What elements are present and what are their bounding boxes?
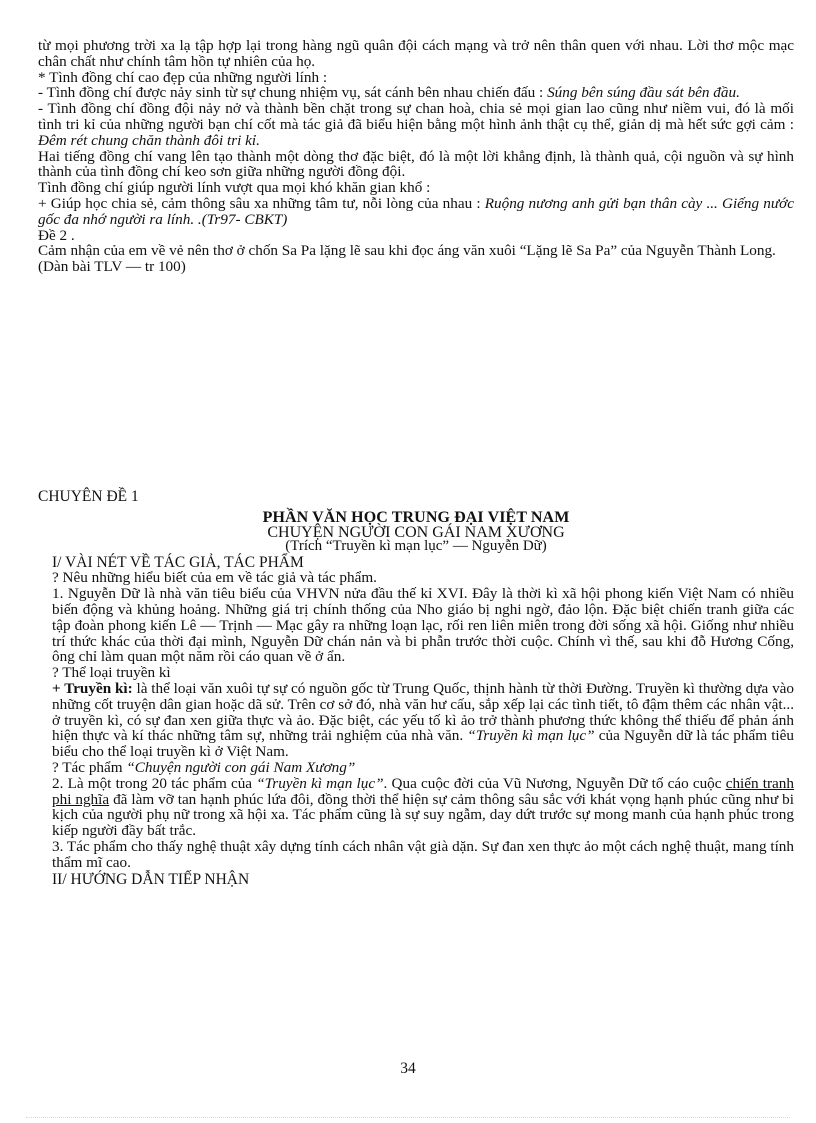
paragraph-text: . Qua cuộc đời của Vũ Nương, Nguyễn Dữ tố cáo cuộc	[383, 774, 726, 792]
paragraph-text: là thể loại văn xuôi tự sự có nguồn gốc từ Trung Quốc, thịnh hành từ thời Đường. Truyền kì thường dựa vào những cốt truyện dân gian hoặc dã sử. Trên cơ sở đó, nhà văn hư cấu, sắp xếp lại các tình tiết, tô đậm thêm các nhân vật... ở truyền kì, có sự đan xen giữa thực và ảo. Đặc biệt, các yếu tố kì ảo trở thành phương thức không thể thiếu để phản ánh hiện thực và kí thác những tâm sự, những trải nghiệm của nhà văn.	[52, 679, 794, 745]
paragraph	[38, 85, 794, 101]
footer-divider	[26, 1117, 790, 1118]
paragraph	[38, 101, 794, 148]
paragraph: * Tình đồng chí cao đẹp của những người lính :	[38, 68, 328, 86]
paragraph-text: đã làm vỡ tan hạnh phúc lứa đôi, đồng thời thể hiện sự cảm thông sâu sắc với khát vọng hạnh phúc cũng như bi kịch của người phụ nữ trong xã hội xa. Tác phẩm cũng là sự suy ngẫm, day dứt trước sự mong manh của hạnh phúc trong kiếp người đầy bất trắc.	[52, 790, 794, 840]
section-source: (Trích “Truyền kì mạn lục” — Nguyễn Dữ)	[285, 537, 547, 554]
blank-space	[38, 275, 794, 489]
paragraph: Tình đồng chí giúp người lính vượt qua mọi khó khăn gian khổ :	[38, 179, 431, 197]
heading-part-2: II/ HƯỚNG DẪN TIẾP NHẬN	[52, 871, 250, 889]
question	[38, 760, 794, 776]
page-number: 34	[400, 1060, 416, 1077]
section-subtitle: CHUYỆN NGƯỜI CON GÁI NAM XƯƠNG	[267, 523, 565, 541]
quote-italic: Súng bên súng đầu sát bên đầu.	[547, 84, 740, 102]
paragraph: 1. Nguyễn Dữ là nhà văn tiêu biểu của VHVN nửa đầu thế kỉ XVI. Đây là thời kì xã hội phong kiến Việt Nam có nhiều biến động và khủng hoảng. Những giá trị chính thống của Nho giáo bị nghi ngờ, đảo lộn. Đặc biệt chiến tranh giữa các tập đoàn phong kiến Lê — Trịnh — Mạc gây ra những loạn lạc, rối ren liên miên trong đời sống xã hội. Giống như nhiều trí thức khác của thời đại mình, Nguyễn Dữ chán nản và bi phẫn trước thời cuộc. Chính vì thế, sau khi đỗ Hương Cống, ông chỉ làm quan một năm rồi cáo quan về ở ẩn.	[52, 585, 794, 666]
paragraph	[38, 196, 794, 228]
paragraph-text: - Tình đồng chí được nảy sinh từ sự chung nhiệm vụ, sát cánh bên nhau chiến đấu :	[38, 84, 548, 102]
term-label: + Truyền kì:	[52, 679, 133, 697]
quote-italic: Đêm rét chung chăn thành đôi tri kỉ.	[38, 131, 260, 149]
work-title-italic: “Chuyện người con gái Nam Xương”	[126, 758, 356, 776]
paragraph: từ mọi phương trời xa lạ tập hợp lại trong hàng ngũ quân đội cách mạng và trở nên thân quen với nhau. Lời thơ mộc mạc chân chất như chính tâm hồn tự nhiên của họ.	[38, 37, 794, 70]
paragraph: Cảm nhận của em về vẻ nên thơ ở chốn Sa Pa lặng lẽ sau khi đọc áng văn xuôi “Lặng lẽ Sa Pa” của Nguyễn Thành Long.	[38, 242, 776, 260]
work-title-italic: “Truyền kì mạn lục”	[256, 774, 384, 792]
question-text: ? Tác phẩm	[52, 758, 127, 776]
quote-italic: Ruộng nương anh gửi bạn thân cày ... Giếng nước gốc đa nhớ người ra lính. .(Tr97- CBKT)	[38, 194, 794, 228]
paragraph	[38, 776, 794, 839]
section-title: PHẦN VĂN HỌC TRUNG ĐẠI VIỆT NAM	[262, 508, 570, 526]
paragraph-text: + Giúp học chia sẻ, cảm thông sâu xa những tâm tư, nỗi lòng của nhau :	[38, 194, 485, 212]
paragraph-text: - Tình đồng chí đồng đội nảy nở và thành bền chặt trong sự chan hoà, chia sẻ mọi gian lao cũng như niềm vui, đó là mối tình tri kỉ của những người bạn chí cốt mà tác giả đã biểu hiện bằng một hình ảnh thật cụ thể, giản dị mà hết sức gợi cảm :	[38, 100, 794, 133]
paragraph	[38, 681, 794, 760]
paragraph: Hai tiếng đồng chí vang lên tạo thành một dòng thơ đặc biệt, đó là một lời khẳng định, là thành quả, cội nguồn và sự hình thành của tình đồng chí keo sơn giữa những người đồng đội.	[38, 147, 794, 181]
section-label: Đề 2 .	[38, 226, 75, 244]
reference-note: (Dàn bài TLV — tr 100)	[38, 258, 186, 276]
paragraph: 3. Tác phẩm cho thấy nghệ thuật xây dựng tính cách nhân vật già dặn. Sự đan xen thực ảo một cách nghệ thuật, mang tính thẩm mĩ cao.	[52, 837, 794, 871]
document-page	[38, 38, 794, 888]
paragraph-text: 2. Là một trong 20 tác phẩm của	[52, 774, 257, 792]
chapter-label: CHUYÊN ĐỀ 1	[38, 487, 139, 505]
work-title-italic: “Truyền kì mạn lục”	[467, 727, 595, 745]
paragraph-text: của Nguyễn dữ là tác phẩm tiêu biểu cho thể loại truyền kì ở Việt Nam.	[52, 727, 794, 761]
heading-part-1: I/ VÀI NÉT VỀ TÁC GIẢ, TÁC PHẨM	[52, 553, 304, 571]
question: ? Thể loại truyền kì	[52, 664, 171, 682]
underlined-phrase: chiến tranh phi nghĩa	[52, 774, 794, 808]
question: ? Nêu những hiểu biết của em về tác giả và tác phẩm.	[52, 569, 377, 587]
